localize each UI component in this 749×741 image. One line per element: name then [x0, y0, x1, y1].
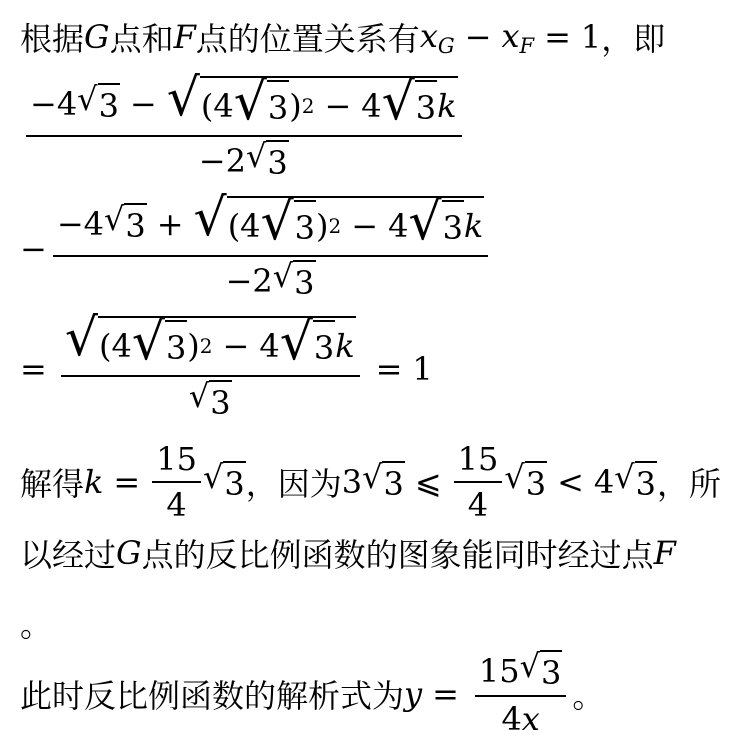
text: 点的反比例函数的图象能同时经过点 [141, 536, 654, 574]
var-g: G [84, 18, 110, 56]
denominator: −2 √ 3 [225, 257, 315, 302]
numerator: −4 √ 3 − √ (4 √ 3 ) 2 − 4 √ 3 k [30, 68, 457, 132]
text: ，所 [657, 465, 722, 503]
line-1 [20, 14, 665, 60]
sqrt-outer: √ (4 √ 3 ) 2 − 4 √ 3 k [193, 188, 484, 252]
sqrt: √ 3 [504, 458, 547, 503]
text: 解得 [20, 465, 85, 503]
line-8 [20, 647, 605, 738]
x-f: $x_F$ [501, 16, 535, 58]
one: 1 [412, 350, 433, 388]
var-f: F [173, 18, 196, 56]
denominator: 4 x [501, 700, 540, 738]
lt-sign: < [557, 463, 584, 501]
line-6 [20, 530, 676, 576]
text: ，因为 [245, 465, 342, 503]
text: 以经过 [20, 536, 117, 574]
equals-sign: = [20, 350, 47, 388]
sqrt: √ 3 [77, 80, 119, 125]
text: 此时反比例函数的解析式为 [20, 677, 405, 715]
fraction-1 [20, 68, 468, 182]
text: 点的位置关系有 [195, 20, 420, 58]
equals-sign: = [544, 18, 571, 56]
fraction: $\frac{15}{4}$ [454, 440, 503, 524]
equals-sign: = [375, 350, 403, 388]
denominator: √ 3 [188, 377, 231, 422]
numerator: 15 √ 3 [478, 647, 562, 692]
minus-sign: − [20, 230, 47, 268]
line-5 [20, 440, 721, 524]
equals-sign: = [113, 463, 141, 501]
line-7 [20, 600, 52, 646]
sqrt: √ 3 [614, 458, 657, 503]
var-y: y [404, 675, 423, 713]
text: 根据 [20, 20, 85, 58]
one: 1 [580, 18, 602, 56]
equals-sign: = [432, 675, 459, 713]
text: 点和 [109, 20, 174, 58]
coefficient: 4 [593, 463, 615, 501]
denominator: −2 √ 3 [198, 137, 288, 182]
sqrt: √ 3 [362, 458, 404, 503]
sqrt-outer: √ (4 √ 3 ) 2 − 4 √ 3 k [166, 68, 457, 132]
numerator [61, 308, 360, 372]
fraction-bar [53, 255, 489, 257]
text: ，即 [601, 20, 666, 58]
fraction-3 [20, 308, 433, 422]
fraction-bar [61, 375, 360, 377]
sqrt: √ 3 [202, 458, 245, 503]
fraction [475, 647, 566, 738]
text: 。 [572, 677, 605, 715]
var-g: G [116, 534, 142, 572]
coefficient: 3 [341, 463, 363, 501]
numerator: −4 √ 3 + √ (4 √ 3 ) 2 − 4 √ 3 k [56, 188, 484, 252]
leq-sign: ⩽ [414, 463, 442, 501]
minus-sign: − [464, 18, 492, 56]
fraction-bar [26, 135, 462, 137]
fraction [53, 188, 489, 302]
var-f: F [653, 534, 676, 572]
fraction: $\frac{15}{4}$ [152, 440, 201, 524]
fraction-2 [20, 188, 494, 302]
text: 。 [20, 606, 53, 644]
fraction [26, 68, 462, 182]
sqrt-outer: √ (4 √ 3 ) 2 − 4 √ 3 k [64, 308, 355, 372]
fraction [61, 308, 360, 422]
x-g: $x_G$ [419, 16, 455, 58]
var-k: k [84, 463, 104, 501]
